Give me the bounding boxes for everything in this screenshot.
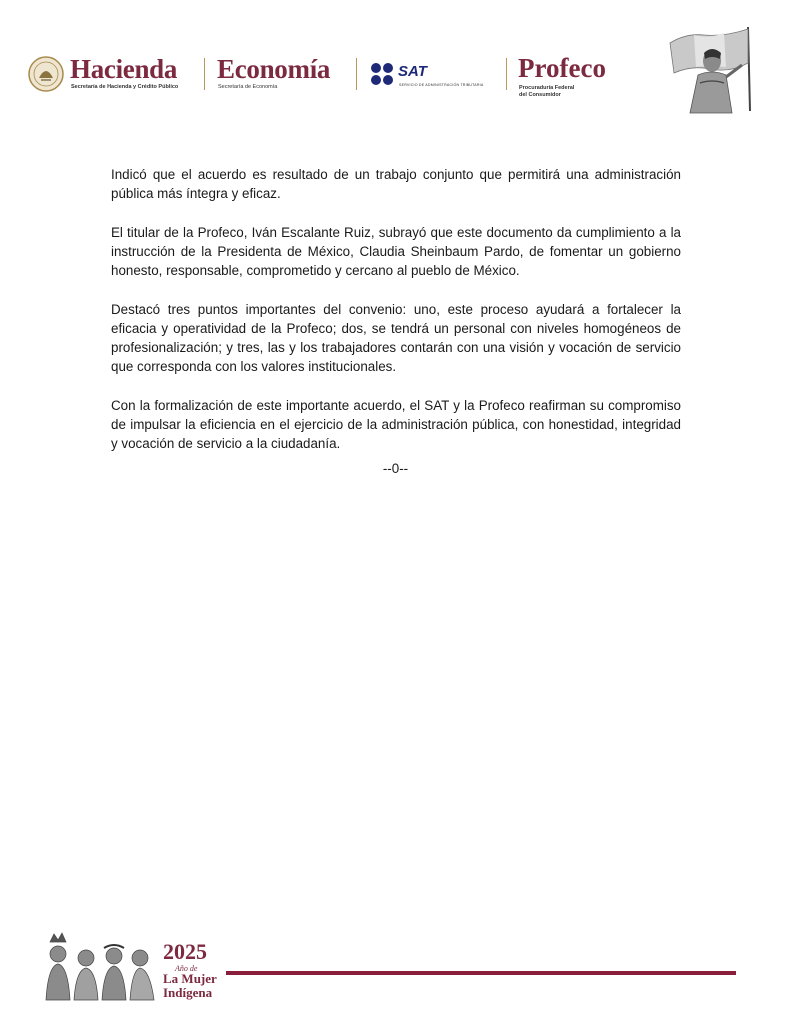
- divider: [506, 58, 507, 90]
- paragraph: Con la formalización de este importante acuerdo, el SAT y la Profeco reafirman su compromiso de impulsar la eficiencia en el ejercicio de la administración pública, con honestidad, integridad y vocación de servicio a la ciudadanía.: [111, 398, 681, 451]
- sat-subtitle: SERVICIO DE ADMINISTRACIÓN TRIBUTARIA: [399, 83, 484, 87]
- footer-indigena: Indígena: [163, 985, 213, 1000]
- closing-mark: --0--: [382, 461, 409, 476]
- profeco-subtitle: [519, 85, 574, 98]
- paragraph: El titular de la Profeco, Iván Escalante Ruiz, subrayó que este documento da cumplimiento a la instrucción de la Presidenta de México, Claudia Sheinbaum Pardo, de fomentar un gobierno honesto, responsable, comprometido y cercano al pueblo de México.: [111, 225, 681, 278]
- footer-year: 2025: [163, 939, 207, 964]
- heroine-flag-illustration-icon: [664, 25, 752, 115]
- footer-ano-de: Año de: [175, 964, 198, 973]
- paragraph: Indicó que el acuerdo es resultado de un trabajo conjunto que permitirá una administración pública más íntegra y eficaz.: [111, 167, 681, 201]
- profeco-subtitle-line2: del Consumidor: [519, 91, 561, 98]
- sat-title: SAT: [398, 63, 427, 80]
- divider: [356, 58, 357, 90]
- footer-rule: [226, 971, 736, 975]
- header-logos: [28, 52, 628, 96]
- press-release-body: [111, 165, 681, 473]
- economia-title: Economía: [217, 54, 331, 84]
- paragraph: Destacó tres puntos importantes del convenio: uno, este proceso ayudará a fortalecer la eficacia y operatividad de la Profeco; dos, se tendrá un personal con niveles homogéneos de profesionalización; y tres, las y los trabajadores contarán con una visión y vocación de servicio que corresponda con los valores institucionales.: [111, 302, 681, 374]
- hacienda-subtitle: Secretaría de Hacienda y Crédito Público: [71, 84, 179, 90]
- profeco-subtitle-line1: Procuraduría Federal: [519, 85, 575, 91]
- economia-subtitle: Secretaría de Economía: [218, 84, 278, 90]
- indigenous-women-illustration-icon: [40, 930, 158, 1002]
- mexico-seal-icon: [28, 56, 64, 92]
- divider: [204, 58, 205, 90]
- hacienda-title: Hacienda: [70, 54, 178, 84]
- sat-logo-icon: [370, 62, 394, 86]
- profeco-title: Profeco: [518, 53, 606, 83]
- footer-la-mujer: La Mujer: [163, 971, 217, 986]
